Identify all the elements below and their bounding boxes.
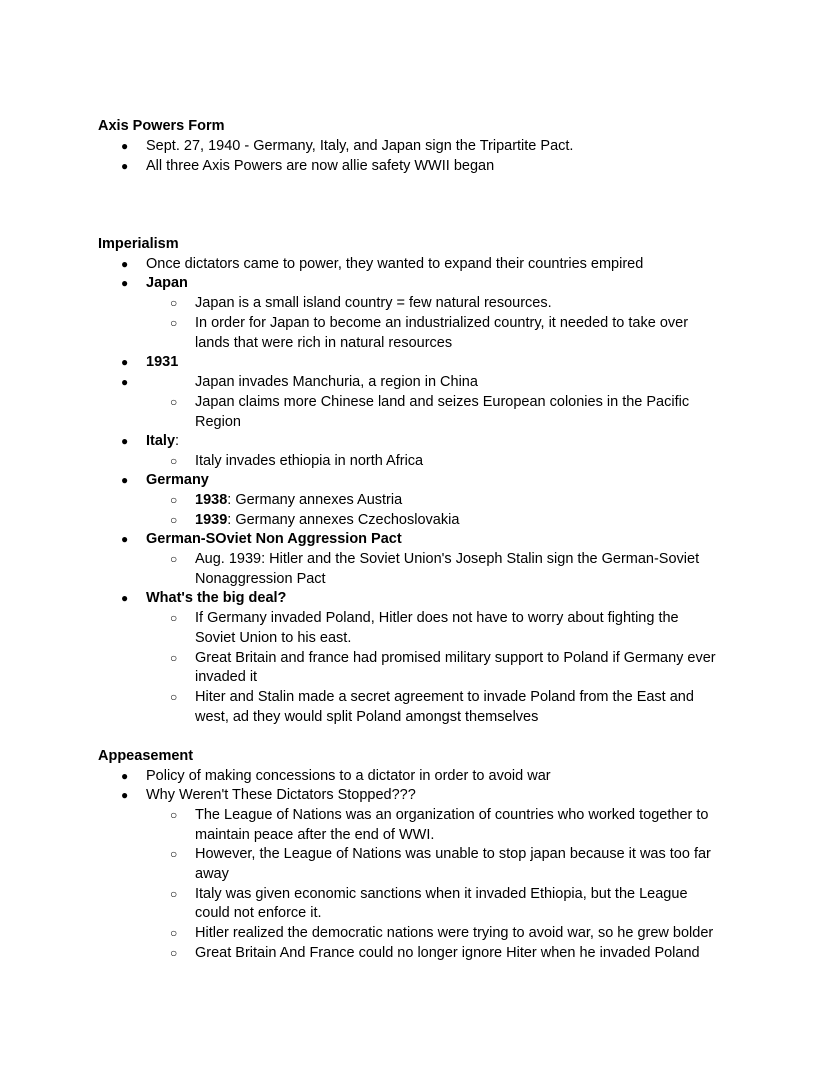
bullet-dot: ● (121, 434, 129, 448)
italy-colon: : (175, 433, 180, 449)
bullet-circle: ○ (170, 493, 178, 507)
bullet-dot: ● (121, 532, 129, 546)
bullet-dot: ● (121, 139, 129, 153)
bullet-dot: ● (121, 788, 129, 802)
list-item: Great Britain And France could no longer ignore Hiter when he invaded Poland (195, 945, 700, 961)
list-item: Italy invades ethiopia in north Africa (195, 453, 424, 469)
year-label: 1938 (195, 492, 228, 508)
year-label: 1939 (195, 512, 228, 528)
bullet-circle: ○ (170, 690, 178, 704)
bullet-circle: ○ (170, 926, 178, 940)
bullet-circle: ○ (170, 847, 178, 861)
list-item-continued: Region (195, 414, 241, 430)
bullet-dot: ● (121, 473, 129, 487)
bullet-circle: ○ (170, 651, 178, 665)
subheading-germany: Germany (146, 472, 209, 488)
bullet-circle: ○ (170, 316, 178, 330)
list-item: All three Axis Powers are now allie safety WWII began (146, 158, 495, 174)
bullet-dot: ● (121, 769, 129, 783)
bullet-circle: ○ (170, 808, 178, 822)
list-item: Policy of making concessions to a dictator in order to avoid war (146, 768, 551, 784)
list-item (195, 490, 402, 510)
heading-axis-powers: Axis Powers Form (98, 118, 225, 134)
list-item: Hiter and Stalin made a secret agreement to invade Poland from the East and (195, 689, 694, 705)
list-item-continued: Soviet Union to his east. (195, 630, 352, 646)
bullet-circle: ○ (170, 887, 178, 901)
heading-imperialism: Imperialism (98, 236, 179, 252)
list-item: However, the League of Nations was unable to stop japan because it was too far (195, 846, 711, 862)
subheading-1931: 1931 (146, 354, 179, 370)
list-item: Aug. 1939: Hitler and the Soviet Union's Joseph Stalin sign the German-Soviet (195, 551, 700, 567)
list-item-continued: west, ad they would split Poland amongst themselves (195, 709, 539, 725)
list-item-continued: maintain peace after the end of WWI. (195, 827, 435, 843)
event-text: : Germany annexes Czechoslovakia (227, 512, 460, 528)
list-item-continued: invaded it (195, 669, 258, 685)
list-item: The League of Nations was an organization of countries who worked together to (195, 807, 709, 823)
list-item: Italy was given economic sanctions when it invaded Ethiopia, but the League (195, 886, 688, 902)
bullet-circle: ○ (170, 454, 178, 468)
list-item-continued: Nonaggression Pact (195, 571, 326, 587)
subheading-pact: German-SOviet Non Aggression Pact (146, 531, 402, 547)
italy-label: Italy (146, 433, 176, 449)
bullet-circle: ○ (170, 946, 178, 960)
bullet-circle: ○ (170, 513, 178, 527)
list-item-continued: lands that were rich in natural resources (195, 335, 453, 351)
list-item-continued: could not enforce it. (195, 905, 322, 921)
bullet-dot: ● (121, 257, 129, 271)
bullet-circle: ○ (170, 395, 178, 409)
list-item: Japan claims more Chinese land and seizes European colonies in the Pacific (195, 394, 690, 410)
bullet-circle: ○ (170, 552, 178, 566)
list-item: Great Britain and france had promised military support to Poland if Germany ever (195, 650, 716, 666)
bullet-dot: ● (121, 375, 129, 389)
bullet-dot: ● (121, 355, 129, 369)
subheading-japan: Japan (146, 275, 188, 291)
list-item: Hitler realized the democratic nations were trying to avoid war, so he grew bolder (195, 925, 714, 941)
list-item: Sept. 27, 1940 - Germany, Italy, and Japan sign the Tripartite Pact. (146, 138, 574, 154)
event-text: : Germany annexes Austria (227, 492, 403, 508)
list-item-continued: away (195, 866, 229, 882)
list-item: In order for Japan to become an industrialized country, it needed to take over (195, 315, 689, 331)
bullet-circle: ○ (170, 296, 178, 310)
bullet-dot: ● (121, 159, 129, 173)
heading-appeasement: Appeasement (98, 748, 194, 764)
bullet-circle: ○ (170, 611, 178, 625)
list-item: Once dictators came to power, they wanted to expand their countries empired (146, 256, 644, 272)
subheading-big-deal: What's the big deal? (146, 590, 287, 606)
list-item: Japan invades Manchuria, a region in China (195, 374, 478, 390)
subheading-italy (146, 431, 179, 451)
bullet-dot: ● (121, 276, 129, 290)
list-item (195, 510, 459, 530)
list-item: If Germany invaded Poland, Hitler does not have to worry about fighting the (195, 610, 679, 626)
list-item: Japan is a small island country = few natural resources. (195, 295, 552, 311)
list-item: Why Weren't These Dictators Stopped??? (146, 787, 416, 803)
bullet-dot: ● (121, 591, 129, 605)
